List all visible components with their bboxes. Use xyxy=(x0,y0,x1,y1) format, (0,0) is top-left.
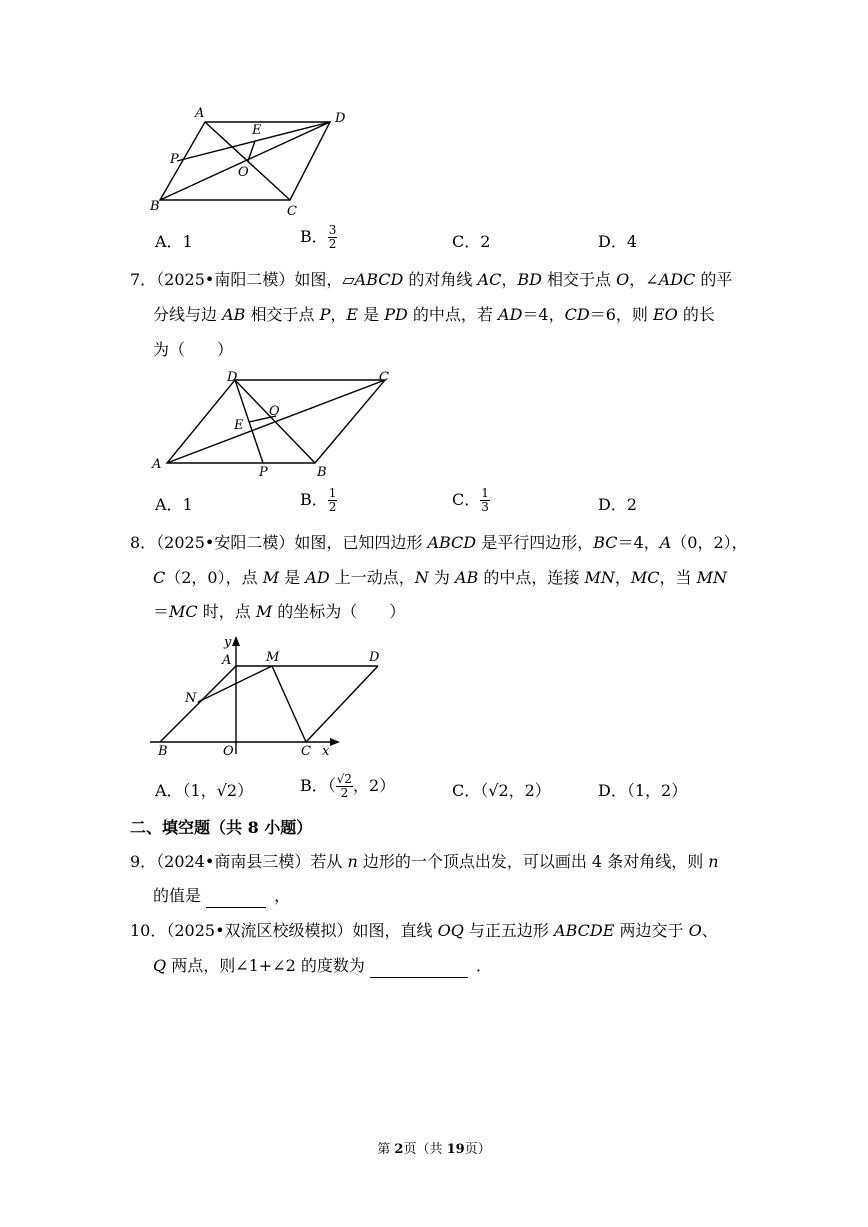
q7-option-b xyxy=(300,487,337,514)
text: 边形的一个顶点出发，可以画出 4 条对角线，则 xyxy=(357,852,709,871)
q8-option-b xyxy=(300,773,395,800)
text: B．（ xyxy=(300,776,336,795)
math-var: AB xyxy=(454,568,479,587)
math-var: BD xyxy=(517,270,542,289)
q6-option-b-fraction xyxy=(328,224,338,251)
math-var: AB xyxy=(222,305,246,324)
fraction-denominator: 2 xyxy=(340,786,349,800)
label-O: O xyxy=(238,165,249,180)
text: 的长 xyxy=(677,305,715,324)
math-var: EO xyxy=(652,305,678,324)
answer-blank[interactable] xyxy=(370,959,468,978)
math-var: ABCD xyxy=(427,533,477,552)
math-var: ABCDE xyxy=(554,921,615,940)
text: 10．（2025•双流区校级模拟）如图，直线 xyxy=(130,921,438,940)
text: 9．（2024•商南县三模）若从 xyxy=(130,852,348,871)
text: 相交于点 xyxy=(245,305,320,324)
text: 的中点，若 xyxy=(407,305,499,324)
label-A: A xyxy=(152,457,162,472)
text: 的值是 xyxy=(153,886,207,905)
q7-option-d: D．2 xyxy=(598,495,638,514)
label-B: B xyxy=(317,465,327,480)
label-C: C xyxy=(379,370,389,385)
fraction-numerator: 1 xyxy=(481,486,489,500)
math-var: A xyxy=(659,533,672,552)
math-var: AD xyxy=(498,305,523,324)
q9-line-2 xyxy=(153,884,290,908)
page-number: 2 xyxy=(394,1142,404,1157)
text: 的中点，连接 xyxy=(478,568,585,587)
label-C: C xyxy=(287,204,297,219)
q9-line-1 xyxy=(130,850,719,874)
math-var: ABCD xyxy=(354,270,404,289)
text: （2，0），点 xyxy=(165,568,263,587)
label-D: D xyxy=(335,111,346,126)
label-O: O xyxy=(223,744,234,759)
answer-blank[interactable] xyxy=(206,889,266,908)
math-var: n xyxy=(347,852,358,871)
math-var: ADC xyxy=(658,270,696,289)
q7-option-c xyxy=(452,487,490,514)
q8-option-c: C．（√2，2） xyxy=(452,781,551,800)
q8-line-3 xyxy=(153,600,405,624)
q10-line-1 xyxy=(130,919,718,943)
label-A: A xyxy=(195,106,205,121)
text: 相交于点 xyxy=(541,270,617,289)
math-var: CD xyxy=(564,305,590,324)
q6-option-b xyxy=(300,224,337,251)
math-var: O xyxy=(616,270,630,289)
math-var: Q xyxy=(153,956,167,975)
q10-line-2 xyxy=(153,954,492,978)
page-total: 19 xyxy=(446,1142,465,1157)
label-A: A xyxy=(222,653,232,668)
label-N: N xyxy=(185,691,197,706)
page-footer xyxy=(0,1138,868,1157)
q8-option-a: A．（1，√2） xyxy=(155,781,254,800)
math-var: MN xyxy=(584,568,615,587)
figure-q8-coordinate-parallelogram xyxy=(150,634,390,760)
q8-line-2 xyxy=(153,566,727,590)
text: ，2） xyxy=(353,776,396,795)
q6-option-b-prefix: B． xyxy=(300,227,328,246)
math-var: P xyxy=(319,305,331,324)
q6-option-d: D．4 xyxy=(598,232,638,251)
math-var: M xyxy=(262,568,280,587)
math-var: O xyxy=(688,921,702,940)
q7-line-3: 为（ ） xyxy=(153,340,234,359)
text: ， xyxy=(614,568,631,587)
text: 两点，则∠1+∠2 的度数为 xyxy=(166,956,370,975)
label-D: D xyxy=(369,650,380,665)
label-y: y xyxy=(224,635,232,650)
fraction-denominator: 3 xyxy=(481,500,489,514)
text: ． xyxy=(475,956,492,975)
text: ＝4， xyxy=(522,305,565,324)
fraction-numerator: 3 xyxy=(328,223,337,237)
text: ，∠ xyxy=(629,270,659,289)
text: ＝6，则 xyxy=(589,305,653,324)
q8-option-b-fraction xyxy=(336,773,353,800)
q8-line-1 xyxy=(130,531,748,555)
text: 的对角线 xyxy=(403,270,478,289)
label-B: B xyxy=(158,744,168,759)
text: （0，2）， xyxy=(671,533,748,552)
fraction-numerator: √2 xyxy=(336,772,353,786)
label-P: P xyxy=(259,465,268,480)
math-var: OQ xyxy=(437,921,464,940)
q6-option-c: C．2 xyxy=(452,232,491,251)
figure-q7-parallelogram xyxy=(145,368,405,480)
label-M: M xyxy=(266,650,280,665)
q8-option-d: D．（1，2） xyxy=(598,781,688,800)
y-axis-arrow-icon xyxy=(232,636,240,646)
text: 第 xyxy=(377,1142,395,1157)
text: ， xyxy=(330,305,347,324)
math-var: PD xyxy=(384,305,408,324)
text: ＝ xyxy=(153,602,170,621)
q7-line-2 xyxy=(153,303,715,327)
q6-option-a: A．1 xyxy=(155,232,193,251)
text: 7．（2025•南阳二模）如图，▱ xyxy=(130,270,355,289)
text: 的平 xyxy=(695,270,733,289)
text: 时，点 xyxy=(197,602,256,621)
math-var: C xyxy=(153,568,166,587)
math-var: N xyxy=(414,568,429,587)
text: 8．（2025•安阳二模）如图，已知四边形 xyxy=(130,533,428,552)
text: 是 xyxy=(358,305,385,324)
text: 为 xyxy=(428,568,455,587)
text: 页） xyxy=(464,1142,491,1157)
math-var: MC xyxy=(630,568,660,587)
fraction-denominator: 2 xyxy=(328,237,337,251)
section-heading: 二、填空题（共 8 小题） xyxy=(130,818,313,837)
math-var: E xyxy=(346,305,359,324)
label-x: x xyxy=(322,744,330,759)
math-var: MC xyxy=(169,602,198,621)
text: 的坐标为（ ） xyxy=(272,602,406,621)
label-D: D xyxy=(227,370,238,385)
math-var: M xyxy=(255,602,273,621)
x-axis-arrow-icon xyxy=(330,738,340,746)
q7-option-c-fraction xyxy=(480,487,490,514)
q7-line-1 xyxy=(130,268,732,292)
text: ＝4， xyxy=(617,533,660,552)
label-C: C xyxy=(301,744,311,759)
text: 是 xyxy=(279,568,306,587)
text: 两边交于 xyxy=(614,921,689,940)
text: B． xyxy=(300,490,328,509)
text: ，当 xyxy=(659,568,697,587)
label-O: O xyxy=(269,404,280,419)
q7-option-a: A．1 xyxy=(155,495,193,514)
fraction-numerator: 1 xyxy=(328,486,337,500)
text: 页（共 xyxy=(403,1142,447,1157)
text: 上一动点， xyxy=(329,568,415,587)
text: 分线与边 xyxy=(153,305,223,324)
math-var: BC xyxy=(593,533,618,552)
label-B: B xyxy=(150,199,160,214)
text: 是平行四边形， xyxy=(476,533,594,552)
text: ， xyxy=(501,270,518,289)
label-E: E xyxy=(252,123,262,138)
q7-option-b-fraction xyxy=(328,487,338,514)
math-var: n xyxy=(708,852,719,871)
text: ， xyxy=(274,886,291,905)
fraction-denominator: 2 xyxy=(328,500,337,514)
text: 与正五边形 xyxy=(463,921,555,940)
text: C． xyxy=(452,490,481,509)
math-var: AC xyxy=(477,270,502,289)
label-E: E xyxy=(234,418,244,433)
math-var: AD xyxy=(305,568,330,587)
math-var: MN xyxy=(696,568,727,587)
figure-q6-parallelogram xyxy=(140,100,370,225)
label-P: P xyxy=(170,152,179,167)
text: 、 xyxy=(701,921,718,940)
